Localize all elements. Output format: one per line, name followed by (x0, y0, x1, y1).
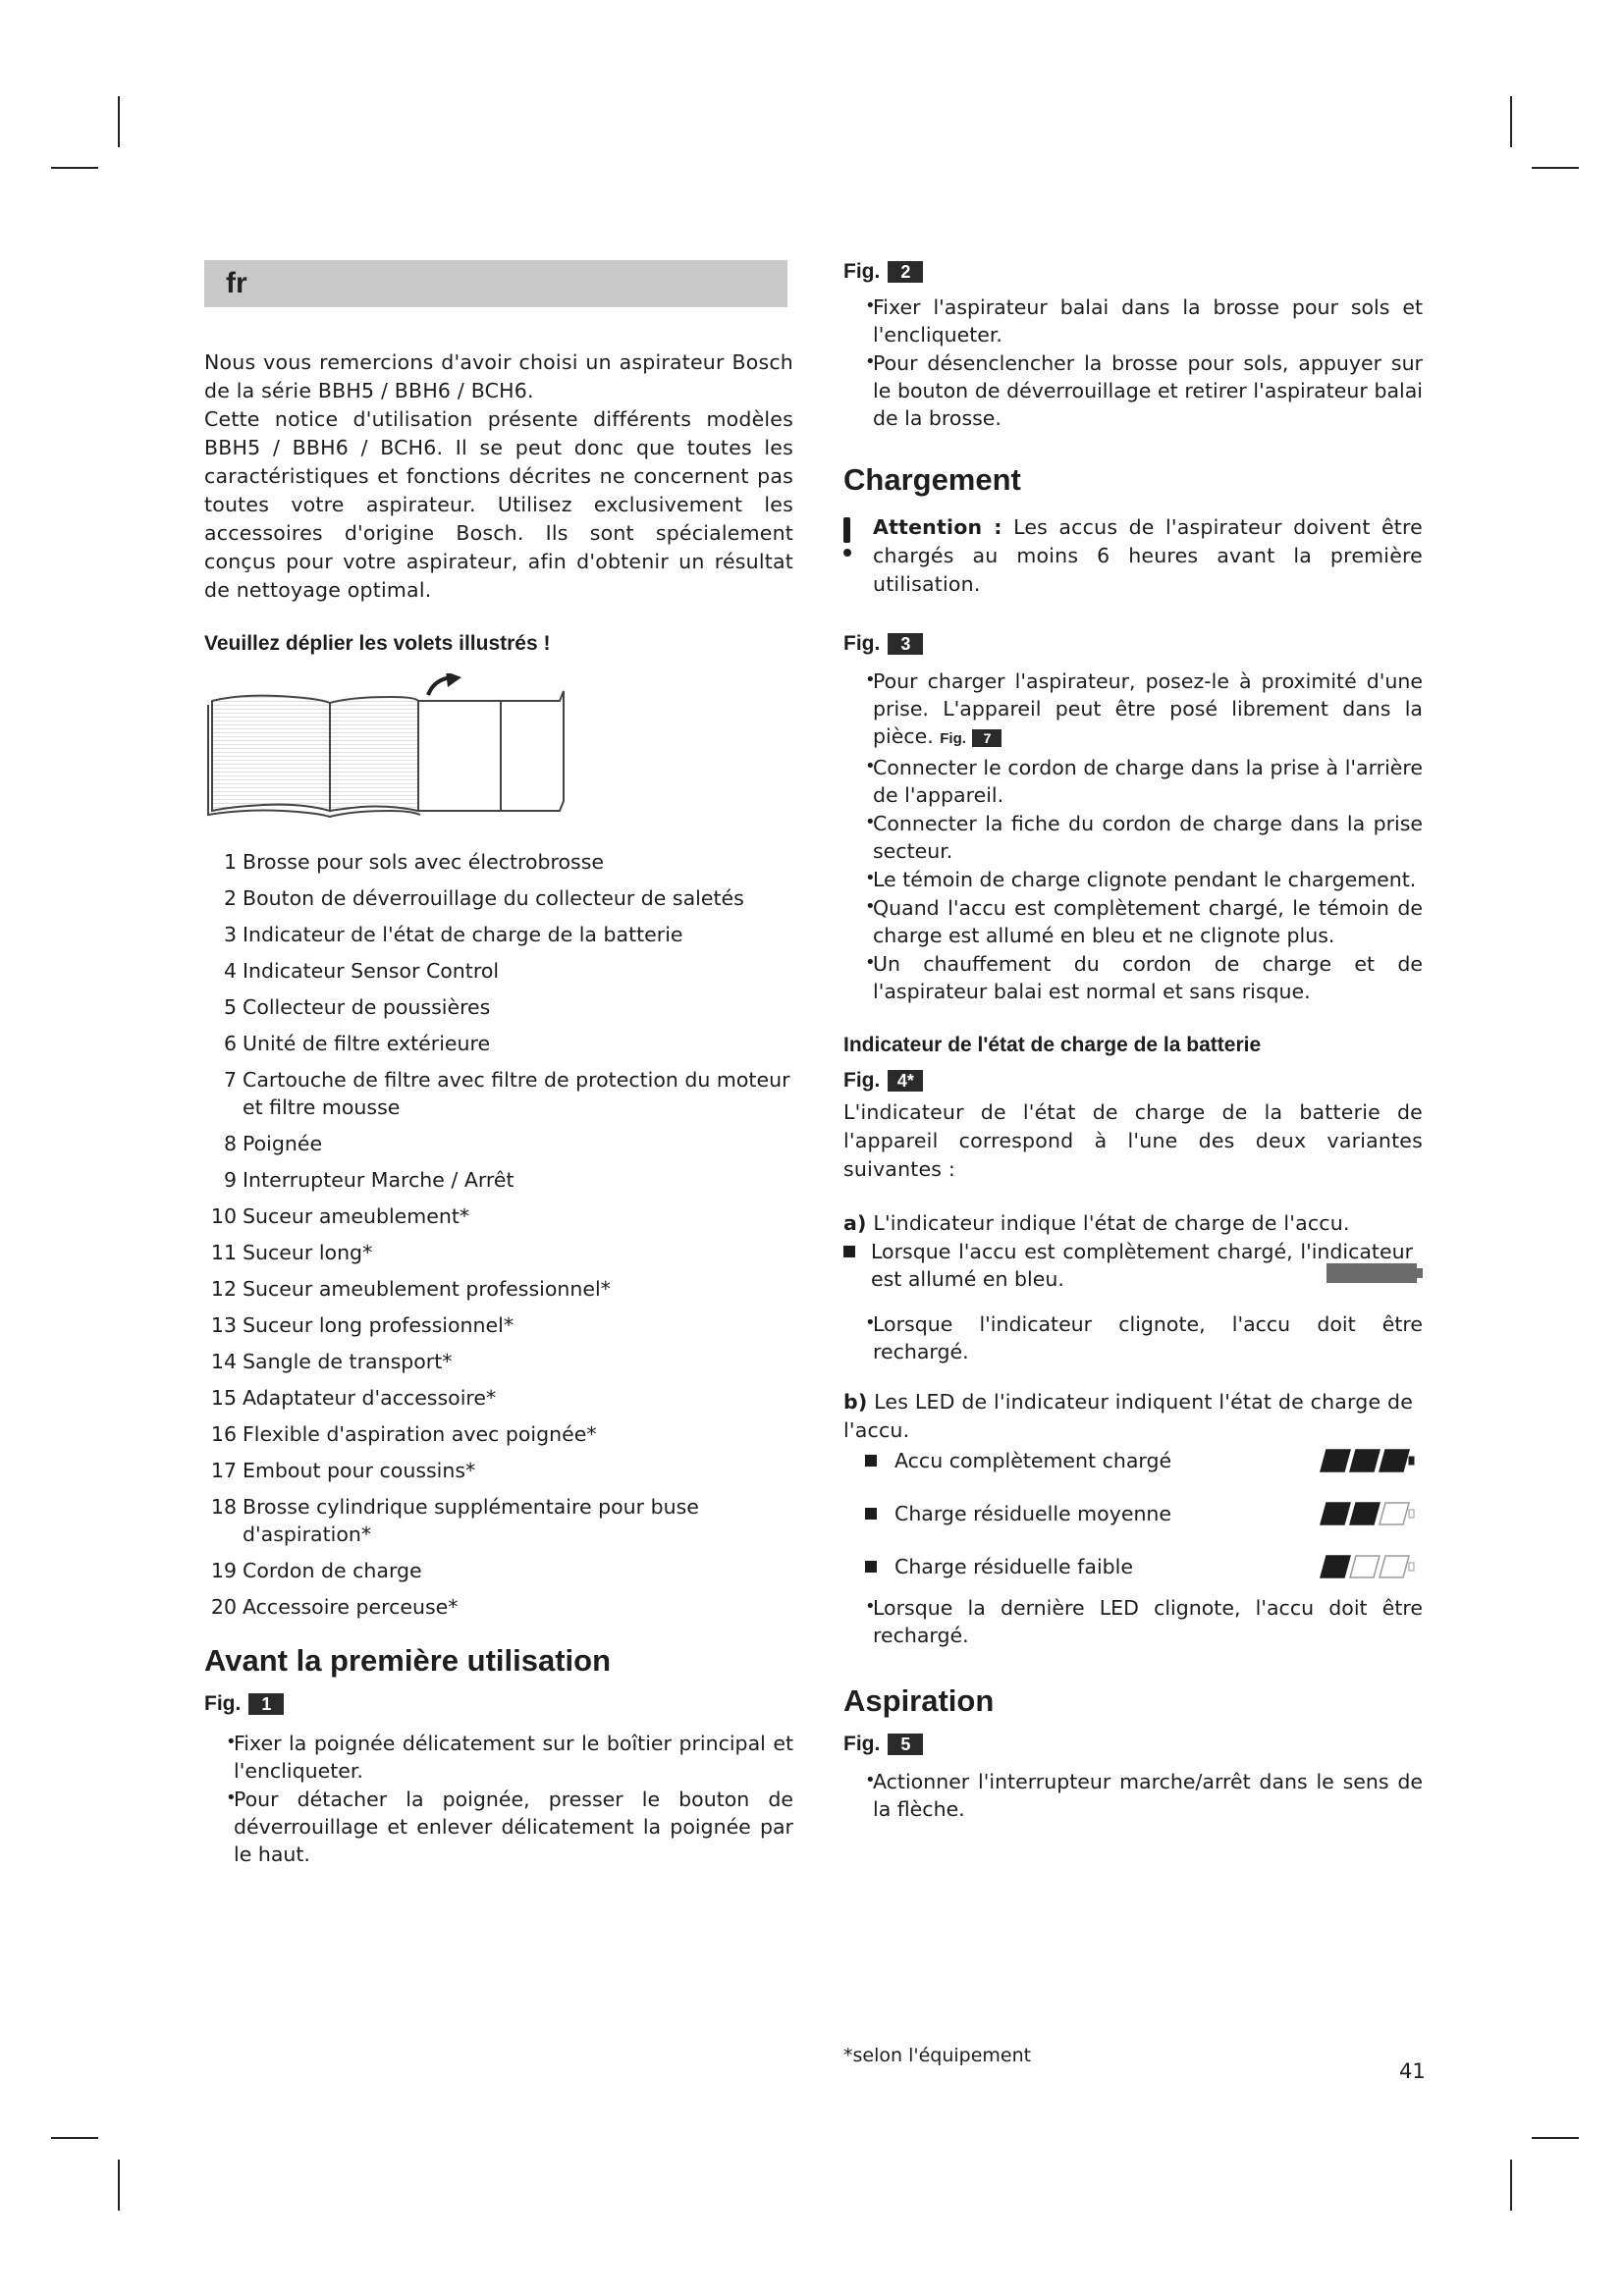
crop-mark (51, 2137, 98, 2139)
exclamation-icon (843, 513, 873, 599)
part-number: 10 (210, 1204, 237, 1228)
part-label: Brosse cylindrique supplémentaire pour buse d'aspiration* (243, 1495, 699, 1546)
fig-word: Fig. (843, 1733, 881, 1755)
fig-number-badge: 4* (888, 1070, 923, 1092)
square-bullet-icon (865, 1508, 877, 1520)
part-number: 6 (223, 1032, 237, 1055)
battery-segments-icon (1319, 1448, 1417, 1473)
parts-list-item (204, 1593, 793, 1621)
list-item: • Pour désenclencher la brosse pour sols, appuyer sur le bouton de déverrouillage et retirer l'aspirateur balai de la brosse. (843, 349, 1423, 432)
parts-list-item (204, 1166, 793, 1194)
battery-segment-filled (1350, 1450, 1380, 1471)
list-item: • Lorsque la dernière LED clignote, l'accu doit être rechargé. (843, 1594, 1423, 1649)
part-label: Indicateur de l'état de charge de la batterie (243, 923, 683, 946)
unfold-heading: Veuillez déplier les volets illustrés ! (204, 632, 551, 655)
variant-b-label: b) (843, 1390, 868, 1414)
fig-word: Fig. (843, 632, 881, 655)
unfold-booklet-illustration (204, 673, 577, 821)
inline-fig-word: Fig. (940, 730, 966, 747)
part-number: 8 (223, 1132, 237, 1155)
parts-list-item (204, 884, 793, 912)
parts-list-item (204, 1457, 793, 1484)
part-number: 1 (223, 850, 237, 874)
charging-item-text: Pour charger l'aspirateur, posez-le à proximité d'une prise. L'appareil peut être posé librement dans la pièce. (873, 669, 1423, 748)
crop-mark (1532, 167, 1579, 169)
language-bar (204, 260, 787, 307)
square-bullet-icon (865, 1455, 877, 1467)
list-item (843, 667, 1423, 753)
attention-label: Attention : (873, 515, 1002, 539)
intro-paragraph-2: Cette notice d'utilisation présente différents modèles BBH5 / BBH6 / BCH6. Il se peut donc que toutes les caractéristiques et fonctions décrites ne concernent pas toutes votre aspirateur. Utilisez exclusivement les accessoires d'origine Bosch. Ils sont spécialement conçus pour votre aspirateur, afin d'obtenir un résultat de nettoyage optimal. (204, 407, 793, 602)
charging-heading: Chargement (843, 462, 1021, 497)
battery-segment-filled (1321, 1556, 1350, 1577)
part-label: Embout pour coussins* (243, 1459, 476, 1482)
part-label: Suceur ameublement* (243, 1204, 470, 1228)
battery-segments-icon (1319, 1554, 1417, 1579)
variant-b (843, 1388, 1423, 1445)
battery-level-row (865, 1447, 1417, 1474)
battery-bar-tip (1417, 1268, 1423, 1278)
part-label: Accessoire perceuse* (243, 1595, 459, 1619)
part-number: 4 (223, 959, 237, 983)
variant-b-list (843, 1594, 1423, 1649)
variant-a-text: L'indicateur indique l'état de charge de l'accu. (873, 1211, 1350, 1235)
part-label: Cartouche de filtre avec filtre de protection du moteur et filtre mousse (243, 1068, 790, 1119)
part-number: 5 (223, 995, 237, 1019)
battery-segment-filled (1321, 1503, 1350, 1524)
variant-a-label: a) (843, 1211, 867, 1235)
crop-mark (118, 96, 120, 147)
parts-list-item (204, 1348, 793, 1375)
parts-list-item (204, 1030, 793, 1057)
part-label: Flexible d'aspiration avec poignée* (243, 1422, 597, 1446)
left-column (204, 260, 793, 1869)
parts-list-item (204, 921, 793, 948)
part-number: 15 (210, 1386, 237, 1410)
part-number: 2 (223, 886, 237, 910)
list-item: • Pour détacher la poignée, presser le bouton de déverrouillage et enlever délicatement la poignée par le haut. (204, 1786, 793, 1868)
parts-list-item (204, 1420, 793, 1448)
parts-list-item (204, 1130, 793, 1157)
battery-segments-icon (1319, 1501, 1417, 1526)
parts-list-item (204, 1311, 793, 1339)
fig-word: Fig. (843, 1069, 881, 1092)
inline-fig-number-badge: 7 (972, 729, 1001, 747)
part-label: Suceur long* (243, 1241, 373, 1264)
before-use-list (204, 1730, 793, 1868)
crop-mark (1532, 2137, 1579, 2139)
crop-mark (118, 2160, 120, 2211)
list-item: • Connecter la fiche du cordon de charge dans la prise secteur. (843, 810, 1423, 865)
before-use-heading: Avant la première utilisation (204, 1643, 612, 1678)
battery-heading: Indicateur de l'état de charge de la batterie (843, 1034, 1262, 1056)
part-number: 13 (210, 1313, 237, 1337)
battery-bar-icon (1326, 1263, 1417, 1283)
part-number: 14 (210, 1350, 237, 1373)
battery-segment-empty (1380, 1503, 1409, 1524)
list-item: • Fixer l'aspirateur balai dans la brosse pour sols et l'encliqueter. (843, 294, 1423, 348)
footnote: *selon l'équipement (843, 2045, 1032, 2066)
battery-level-label: Accu complètement chargé (894, 1449, 1172, 1472)
fig-5-label (843, 1733, 1423, 1756)
attention-text: Les accus de l'aspirateur doivent être chargés au moins 6 heures avant la première utilisation. (873, 515, 1423, 596)
crop-mark (1510, 2160, 1512, 2211)
right-column (843, 260, 1423, 1824)
part-label: Indicateur Sensor Control (243, 959, 500, 983)
fig-2-label (843, 260, 1423, 284)
square-bullet-icon (843, 1246, 855, 1257)
list-item: • Connecter le cordon de charge dans la prise à l'arrière de l'appareil. (843, 754, 1423, 809)
crop-mark (51, 167, 98, 169)
part-label: Unité de filtre extérieure (243, 1032, 491, 1055)
parts-list-item (204, 848, 793, 876)
language-code: fr (226, 267, 247, 299)
part-label: Bouton de déverrouillage du collecteur de saletés (243, 886, 744, 910)
attention-note (843, 513, 1423, 599)
parts-list-item (204, 1202, 793, 1230)
fig-word: Fig. (843, 260, 881, 283)
square-bullet-icon (865, 1561, 877, 1573)
part-label: Sangle de transport* (243, 1350, 453, 1373)
part-number: 17 (210, 1459, 237, 1482)
aspiration-list (843, 1768, 1423, 1823)
part-label: Brosse pour sols avec électrobrosse (243, 850, 605, 874)
battery-intro: L'indicateur de l'état de charge de la batterie de l'appareil correspond à l'une des deux variantes suivantes : (843, 1100, 1423, 1181)
part-number: 12 (210, 1277, 237, 1301)
part-label: Poignée (243, 1132, 323, 1155)
fig-number-badge: 3 (888, 633, 923, 655)
battery-segment-filled (1321, 1450, 1350, 1471)
fig2-list (843, 294, 1423, 432)
battery-segment-empty (1380, 1556, 1409, 1577)
fig-3-label (843, 632, 1423, 656)
list-item: • Quand l'accu est complètement chargé, le témoin de charge est allumé en bleu et ne clignote plus. (843, 894, 1423, 949)
battery-tip (1409, 1563, 1414, 1571)
part-label: Interrupteur Marche / Arrêt (243, 1168, 514, 1192)
battery-segment-filled (1350, 1503, 1380, 1524)
list-item: • Actionner l'interrupteur marche/arrêt dans le sens de la flèche. (843, 1768, 1423, 1823)
battery-tip (1409, 1457, 1414, 1465)
fig-word: Fig. (204, 1692, 242, 1715)
part-number: 11 (210, 1241, 237, 1264)
part-number: 16 (210, 1422, 237, 1446)
crop-mark (1510, 96, 1512, 147)
battery-segment-empty (1350, 1556, 1380, 1577)
parts-list-item (204, 1557, 793, 1584)
part-label: Cordon de charge (243, 1559, 422, 1582)
list-item: • Un chauffement du cordon de charge et de l'aspirateur balai est normal et sans risque. (843, 950, 1423, 1005)
battery-level-row (865, 1553, 1417, 1580)
part-number: 9 (223, 1168, 237, 1192)
fig-number-badge: 1 (248, 1693, 284, 1715)
list-item: • Le témoin de charge clignote pendant le chargement. (843, 866, 1423, 893)
list-item: • Fixer la poignée délicatement sur le boîtier principal et l'encliqueter. (204, 1730, 793, 1785)
parts-list-item (204, 1066, 793, 1121)
battery-segment-filled (1380, 1450, 1409, 1471)
intro-paragraph-1: Nous vous remercions d'avoir choisi un aspirateur Bosch de la série BBH5 / BBH6 / BCH6. (204, 350, 793, 402)
part-number: 18 (210, 1495, 237, 1519)
variant-a-full-text: Lorsque l'accu est complètement chargé, l'indicateur est allumé en bleu. (871, 1240, 1413, 1291)
battery-level-label: Charge résiduelle faible (894, 1555, 1133, 1578)
battery-level-row (865, 1500, 1417, 1527)
part-label: Collecteur de poussières (243, 995, 491, 1019)
fig-number-badge: 2 (888, 261, 923, 283)
battery-level-label: Charge résiduelle moyenne (894, 1502, 1172, 1525)
part-number: 19 (210, 1559, 237, 1582)
variant-b-text: Les LED de l'indicateur indiquent l'état de charge de l'accu. (843, 1390, 1414, 1442)
part-number: 20 (210, 1595, 237, 1619)
charging-list (843, 667, 1423, 1005)
part-label: Adaptateur d'accessoire* (243, 1386, 497, 1410)
fig-1-label (204, 1692, 793, 1716)
fig-4-label (843, 1069, 1423, 1093)
part-label: Suceur ameublement professionnel* (243, 1277, 611, 1301)
page-number: 41 (1399, 2059, 1426, 2083)
parts-list-item (204, 1493, 793, 1548)
part-number: 3 (223, 923, 237, 946)
battery-levels (843, 1447, 1423, 1580)
aspiration-heading: Aspiration (843, 1683, 995, 1718)
fig-number-badge: 5 (888, 1734, 923, 1755)
variant-a (843, 1209, 1423, 1238)
parts-list-item (204, 1384, 793, 1412)
parts-list-item (204, 1275, 793, 1303)
parts-list (204, 848, 793, 1621)
part-number: 7 (223, 1068, 237, 1092)
variant-a-list (843, 1310, 1423, 1365)
list-item: • Lorsque l'indicateur clignote, l'accu doit être rechargé. (843, 1310, 1423, 1365)
parts-list-item (204, 957, 793, 985)
parts-list-item (204, 993, 793, 1021)
battery-tip (1409, 1510, 1414, 1518)
part-label: Suceur long professionnel* (243, 1313, 514, 1337)
parts-list-item (204, 1239, 793, 1266)
